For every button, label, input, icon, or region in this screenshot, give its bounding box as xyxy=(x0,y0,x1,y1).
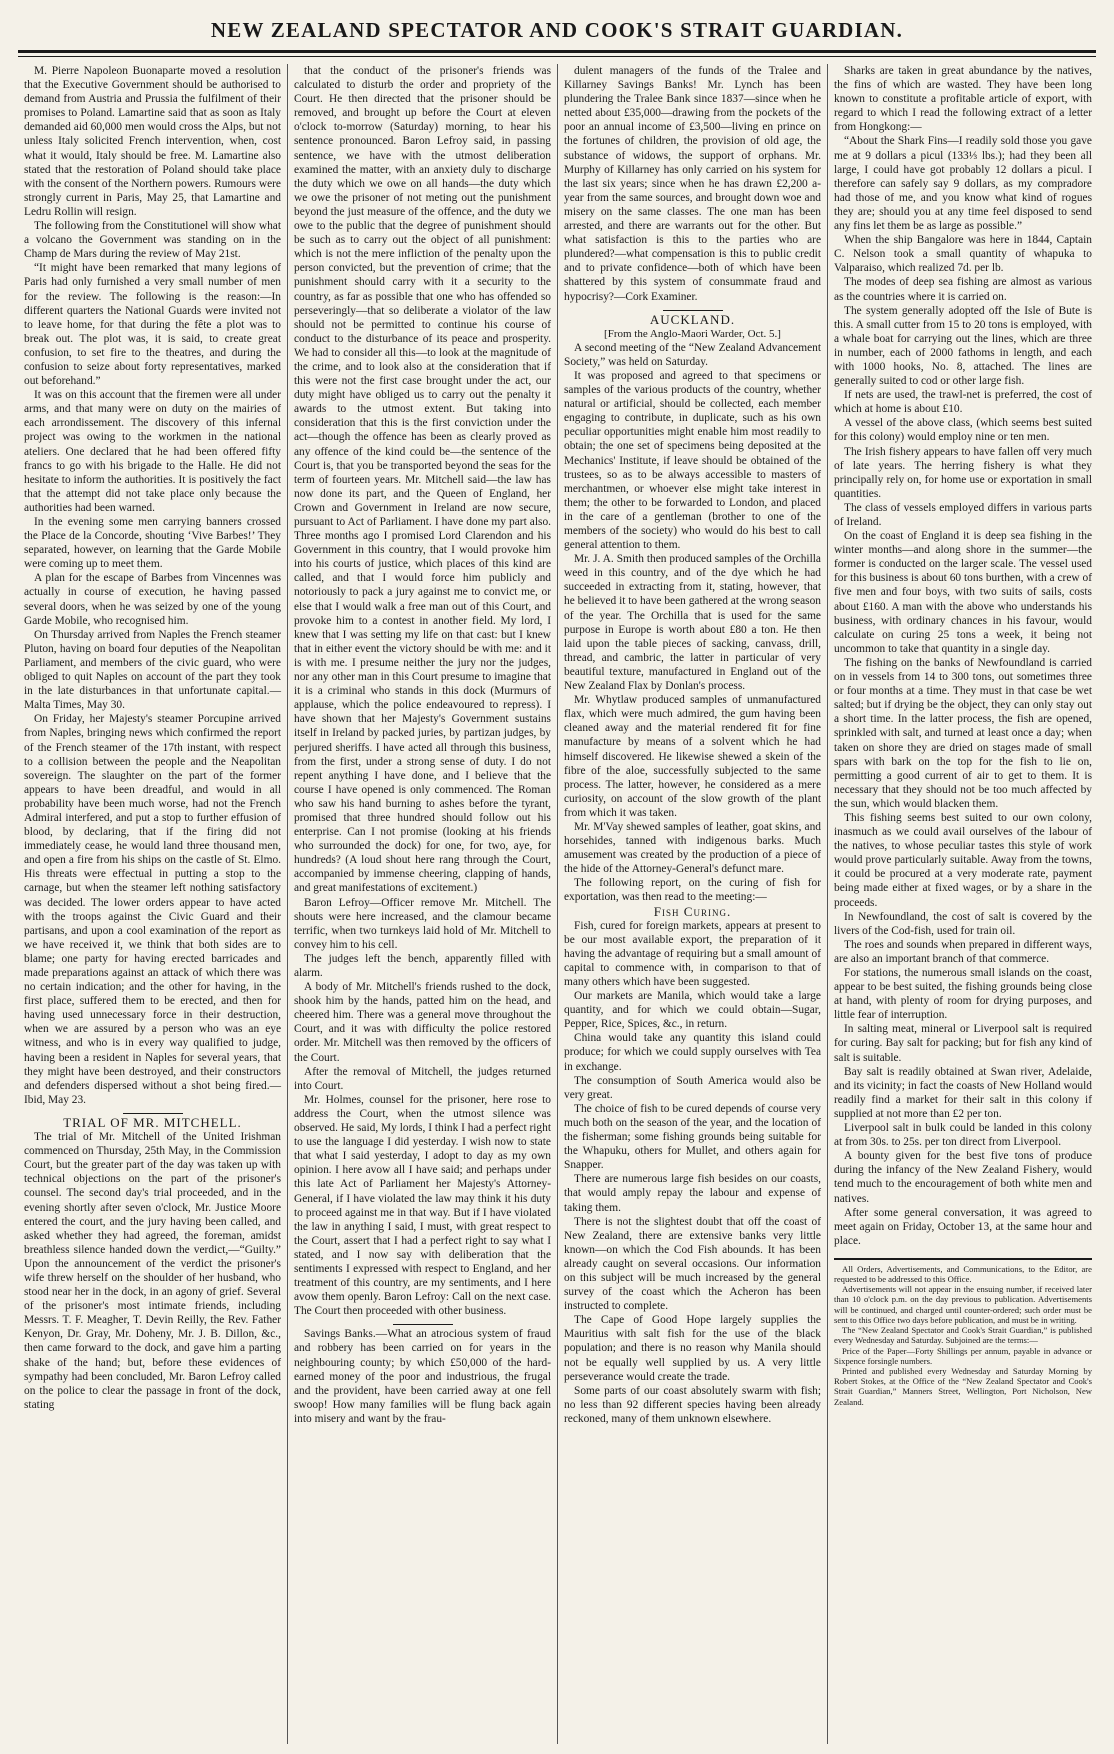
paragraph: The following from the Constitutionel will show what a volcano the Government was standing on in the Champ de Mars during the review of May 21st. xyxy=(24,220,281,261)
paragraph: Our markets are Manila, which would take a large quantity, and for which we could obtain—Sugar, Pepper, Rice, Spices, &c., in return. xyxy=(564,990,821,1031)
paragraph: Mr. M'Vay shewed samples of leather, goat skins, and horsehides, tanned with indigenous barks. Much amusement was created by the production of a piece of the hide of the Attorney-General's defunct mare. xyxy=(564,820,821,876)
section-heading-auckland: AUCKLAND. xyxy=(649,311,736,327)
paragraph: Liverpool salt in bulk could be landed in this colony at from 30s. to 25s. per ton direct from Liverpool. xyxy=(834,1122,1092,1149)
paragraph: For stations, the numerous small islands on the coast, appear to be best suited, the fishing grounds being close at hand, with plenty of room for drying purposes, and little fear of interruption. xyxy=(834,967,1092,1022)
paragraph: A bounty given for the best five tons of produce during the infancy of the New Zealand Fishery, would tend much to the encouragement of both white men and natives. xyxy=(834,1150,1092,1205)
masthead-rule-thick xyxy=(18,50,1096,53)
paragraph: This fishing seems best suited to our own colony, inasmuch as we could avail ourselves of the labour of the natives, to whose peculiar tastes this style of work would prove particularly suitable. Away from the towns, it could be procured at a very moderate rate, payment being made either at fixed wages, or by a share in the proceeds. xyxy=(834,811,1092,909)
paragraph: On Friday, her Majesty's steamer Porcupine arrived from Naples, bringing news which confirmed the report of the French steamer of the 17th instant, with respect to a collision between the people and the Neapolitan sovereign. The slaughter on the part of the former appears to have been dreadful, and would in all probability have been much worse, had not the French Admiral interfered, and put a stop to further effusion of blood, by declaring, that if the firing did not immediately cease, he would land three thousand men, and open a fire from his ships on the castle of St. Elmo. His threats were effectual in putting a stop to the carnage, but when the steamer left nothing satisfactory was decided. The lower orders appear to have acted with the troops against the Civic Guard and their partisans, and upon a cool examination of the report as we have received it, we think that both sides are to blame; one party for having erected barricades and made preparations against an attack of which there was no certain indication; and the other for having, in the first place, suffered them to be erected, and then for having used unnecessary force in their destruction, when we are assured by a person who was an eye witness, and who is in every way qualified to judge, having been a resident in Naples for several years, that they might have been destroyed, and their constructors and defenders dispersed without a shot being fired.—Ibid, May 23. xyxy=(24,713,281,1106)
paragraph: The trial of Mr. Mitchell of the United Irishman commenced on Thursday, 25th May, in the Commission Court, but the greater part of the day was taken up with technical objections on the part of the prisoner's counsel. The second day's trial proceeded, and in the evening shortly after seven o'clock, Mr. Justice Moore entered the court, and the jury having been called, and asked whether they had agreed, the foreman, amidst breathless silence handed down the verdict,—“Guilty.” Upon the announcement of the verdict the prisoner's wife threw herself on the shoulder of her husband, who stood near her in the dock, in an agony of grief. Several of the prisoner's most intimate friends, including Messrs. T. F. Meagher, T. Devin Reilly, the Rev. Father Kenyon, Dr. Gray, Mr. Doheny, Mr. J. B. Dillon, &c., then came forward to the dock, and gave him a parting shake of the hand; but, before these evidences of sympathy had been concluded, Mr. Baron Lefroy called on the police to clear the passage in front of the dock, stating xyxy=(24,1131,281,1411)
paragraph: Some parts of our coast absolutely swarm with fish; no less than 92 different species having been already reckoned, many of them unknown elsewhere. xyxy=(564,1384,821,1425)
masthead: NEW ZEALAND SPECTATOR AND COOK'S STRAIT GUARDIAN. xyxy=(210,18,904,42)
paragraph: The fishing on the banks of Newfoundland is carried on in vessels from 14 to 300 tons, out sometimes three or four months at a time. They must in that case be wet salted; but if drying be the object, they can only stay out a short time. In the latter process, the fish are opened, sprinkled with salt, and turned at least once a day; when taken on shore they are dried on stages made of small spars with bark on the top for the fish to lie on, permitting a good current of air to get to them. It is necessary that they should not be too much affected by the sun, which would blacken them. xyxy=(834,656,1092,810)
paragraph: After the removal of Mitchell, the judges returned into Court. xyxy=(294,1065,551,1092)
paragraph: On the coast of England it is deep sea fishing in the winter months—and along shore in the summer—the former is conducted on the larger scale. The vessel used for this business is about 60 tons burthen, with a crew of five men and four boys, with two suits of sails, costs about £160. A man with the above who understands his business, with ordinary chances in his favour, would calculate on curing 25 tons a week, it being not uncommon to take that quantity in a single day. xyxy=(834,530,1092,655)
imprint-line: All Orders, Advertisements, and Communications, to the Editor, are requested to be addressed to this Office. xyxy=(834,1263,1092,1285)
subheading-fish-curing: Fish Curing. xyxy=(653,903,732,919)
paragraph: that the conduct of the prisoner's friends was calculated to disturb the order and propriety of the Court. He then directed that the prisoner should be removed, and brought up before the Court at eleven o'clock to-morrow (Saturday) morning, to hear his sentence pronounced. Baron Lefroy said, in passing sentence, we have with the utmost deliberation examined the matter, with an anxiety duly to discharge the duty which we owe on all hands—the duty which we owe the prisoner of not meting out the punishment beyond the just measure of the offence, and the duty we owe to the public that the degree of punishment should be such as to carry out the object of all punishment: which is not the mere infliction of the penalty upon the person convicted, but the prevention of crime; that the punishment should carry with it a security to the country, as far as possible that one who has offended so perseveringly—that so deliberate a violator of the law should not be permitted to continue his course of conduct to the disturbance of its peace and prosperity. We had to consider all this—to look at the magnitude of the crime, and to look also at the consideration that if this were not the first case brought under the act, our duty might have obliged us to carry out the penalty it awards to the utmost extent. But taking into consideration that this is the first conviction under the act—though the offence has been as clearly proved as any offence of the kind could be—the sentence of the Court is, that you be transported beyond the seas for the term of fourteen years. Mr. Mitchell said—the law has now done its part, and the Queen of England, her Crown and Government in Ireland are now secure, pursuant to Act of Parliament. I have done my part also. Three months ago I promised Lord Clarendon and his Government in this country, that I would provoke him into his courts of justice, which places of this kind are called, and that I would force him publicly and notoriously to pack a jury against me to convict me, or else that I would walk a free man out of this Court, and provoke him to a contest in another field. My lord, I knew that I was setting my life on that cast: but I knew that in either event the victory should be with me: and it is with me. I presume neither the jury nor the judges, nor any other man in this Court presume to imagine that it is a criminal who stands in this dock (Murmurs of applause, which the police endeavoured to repress). I have shown that her Majesty's Government sustains itself in Ireland by packed juries, by partizan judges, by perjured sheriffs. I have acted all through this business, from the first, under a strong sense of duty. I do not repent anything I have done, and I believe that the course I have opened is only commenced. The Roman who saw his hand burning to ashes before the tyrant, promised that three hundred should follow out his enterprise. Can I not promise (looking at his friends who surrounded the dock) for one, for two, aye, for hundreds? (A loud shout here rang through the Court, accompanied by immense cheering, clapping of hands, and great manifestations of excitement.) xyxy=(294,65,551,895)
paragraph: On Thursday arrived from Naples the French steamer Pluton, having on board four deputies of the Neapolitan Parliament, and members of the civic guard, who were obliged to quit Naples on account of the part they took in the late disturbances in that unfortunate capital.—Malta Times, May 30. xyxy=(24,628,281,712)
imprint-line: Price of the Paper—Forty Shillings per annum, payable in advance or Sixpence forsingle numbers. xyxy=(834,1345,1092,1366)
section-rule xyxy=(663,310,723,311)
paragraph: The judges left the bench, apparently filled with alarm. xyxy=(294,952,551,979)
paragraph: Sharks are taken in great abundance by the natives, the fins of which are wasted. They have been long known to constitute a profitable article of export, with regard to which I read the following extract of a letter from Hongkong:— xyxy=(834,65,1092,134)
paragraph: Mr. J. A. Smith then produced samples of the Orchilla weed in this country, and of the dye which he had succeeded in extracting from it, stating, however, that he believed it to have been gathered at the wrong season of the year. The Orchilla that is used for the same purpose in Europe is worth about £80 a ton. He then laid upon the table pieces of sacking, canvass, drill, thread, and cambric, the latter in particular of very beautiful texture, manufactured in England out of the New Zealand Flax by Donlan's process. xyxy=(564,553,821,693)
paragraph: A body of Mr. Mitchell's friends rushed to the dock, shook him by the hands, patted him on the head, and cheered him. There was a general move throughout the Court, and it was with difficulty the police restored order. Mr. Mitchell was then removed by the officers of the Court. xyxy=(294,981,551,1064)
paragraph: A vessel of the above class, (which seems best suited for this colony) would employ nine or ten men. xyxy=(834,417,1092,444)
column-4 xyxy=(828,64,1098,1744)
paragraph: There is not the slightest doubt that off the coast of New Zealand, there are extensive banks very little known—on which the Cod Fish abounds. It has been already caught on several occasions. Our information on this subject will be much increased by the general survey of the coast which the Acheron has been instructed to complete. xyxy=(564,1215,821,1313)
paragraph: The modes of deep sea fishing are almost as various as the countries where it is carried on. xyxy=(834,276,1092,303)
newspaper-columns xyxy=(18,64,1100,1744)
section-heading-trial: TRIAL OF MR. MITCHELL. xyxy=(63,1114,242,1130)
paragraph: Mr. Holmes, counsel for the prisoner, here rose to address the Court, when the utmost silence was observed. He said, My lords, I think I had a perfect right to use the language I did yesterday. I wish now to state that what I said yesterday, I adopt to day as my own opinion. I here avow all I have said; and perhaps under this late Act of Parliament her Majesty's Attorney-General, if I have violated the law may think it his duty to proceed against me in that way. But if I have violated the law in anything I said, I must, with great respect to the Court, assert that I had a perfect right to say what I stated, and I now say with deliberation that the sentiments I expressed with respect to England, and her treatment of this country, are my sentiments, and I here avow them openly. Baron Lefroy: Call on the next case. The Court then proceeded with other business. xyxy=(294,1093,551,1318)
paragraph: dulent managers of the funds of the Tralee and Killarney Savings Banks! Mr. Lynch has been plundering the Tralee Bank since 1837—since when he netted about £35,000—drawing from the pockets of the poor an annual income of £3,500—living en prince on the fortunes of children, the provision of old age, the substance of widows, the support of orphans. Mr. Murphy of Killarney has only carried on his system for the last six years; since when he has drawn £2,200 a-year from the same sources, and brought down woe and misery on the same classes. The one man has been arrested, and there are warrants out for the other. But what satisfaction is this to the parties who are plundered?—what compensation is this to public credit and to private confidence—both of which have been shattered by this system of consummate fraud and hypocrisy?—Cork Examiner. xyxy=(564,65,821,303)
paragraph: The class of vessels employed differs in various parts of Ireland. xyxy=(834,501,1092,528)
paragraph: The Irish fishery appears to have fallen off very much of late years. The herring fishery is what they principally rely on, for home use or exportation in small quantities. xyxy=(834,445,1092,500)
column-2 xyxy=(288,64,558,1744)
paragraph: The system generally adopted off the Isle of Bute is this. A small cutter from 15 to 20 tons is employed, with a whale boat for carrying out the lines, which are three in number, each of 2000 fathoms in length, and each with 1000 hooks, No. 8, attached. The lines are generally suited to cod or other large fish. xyxy=(834,304,1092,388)
paragraph: If nets are used, the trawl-net is preferred, the cost of which at home is about £10. xyxy=(834,389,1092,416)
paragraph: M. Pierre Napoleon Buonaparte moved a resolution that the Executive Government should be authorised to demand from Austria and Prussia the fulfilment of their promises to Poland. Lamartine said that as soon as Italy demanded aid 60,000 men would cross the Alps, but not unless Italy solicited French intervention, when, cost what it would, Italy should be free. M. Lamartine also stated that the restoration of Poland should take place with the consent of the Northern powers. Rumours were strongly current in Paris, May 25, that Lamartine and Ledru Rollin will resign. xyxy=(24,65,281,218)
paragraph: Fish, cured for foreign markets, appears at present to be our most available export, the preparation of it having the advantage of requiring but a small amount of capital to commence with, in comparison to that of many others which have been suggested. xyxy=(564,919,821,988)
paragraph: After some general conversation, it was agreed to meet again on Friday, October 13, at the same hour and place. xyxy=(834,1206,1092,1247)
imprint-line: Advertisements will not appear in the ensuing number, if received later than 10 o'clock p.m. on the day previous to publication. Advertisements will be continued, and charged until counter-ordered; such order must be sent to this Office two days before publication, and must be in writing. xyxy=(834,1284,1092,1325)
publisher-imprint xyxy=(834,1258,1092,1407)
imprint-line: Printed and published every Wednesday and Saturday Morning by Robert Stokes, at the Office of the “New Zealand Spectator and Cook's Strait Guardian,” Manners Street, Wellington, Port Nicholson, New Zealand. xyxy=(834,1365,1092,1407)
section-rule xyxy=(393,1324,453,1325)
imprint-line: The “New Zealand Spectator and Cook's Strait Guardian,” is published every Wednesday and Saturday. Subjoined are the terms:— xyxy=(834,1325,1092,1346)
paragraph: The consumption of South America would also be very great. xyxy=(564,1074,821,1101)
paragraph: Baron Lefroy—Officer remove Mr. Mitchell. The shouts were here increased, and the clamour became terrific, when two turnkeys laid hold of Mr. Mitchell to convey him to his cell. xyxy=(294,896,551,951)
paragraph: The roes and sounds when prepared in different ways, are also an important branch of that commerce. xyxy=(834,938,1092,965)
section-rule xyxy=(123,1113,183,1114)
paragraph: “It might have been remarked that many legions of Paris had only furnished a very small number of men for the review. The following is the reason:—In different quarters the National Guards were invited not to leave home, for that during the fête a plot was to break out. The plot was, it is said, to create great confusion, to set fire to the theatres, and during the confusion to seize about forty representatives, marked out beforehand.” xyxy=(24,262,281,388)
paragraph: The choice of fish to be cured depends of course very much both on the season of the year, and the location of the fisherman; some fishing grounds being suitable for the Whapuku, others for Mullet, and others again for Snapper. xyxy=(564,1102,821,1172)
paragraph: The Cape of Good Hope largely supplies the Mauritius with salt fish for the use of the black population; and there is no reason why Manila should not be equally well supplied by us. A very little perseverance would create the trade. xyxy=(564,1314,821,1383)
column-3 xyxy=(558,64,828,1744)
paragraph: When the ship Bangalore was here in 1844, Captain C. Nelson took a small quantity of whapuka to Valparaiso, which realized 7d. per lb. xyxy=(834,234,1092,275)
paragraph: It was proposed and agreed to that specimens or samples of the various products of the country, whether natural or artificial, should be collected, each member engaging to contribute, in duplicate, such as his own peculiar opportunities might enable him most readily to obtain; the one set of specimens being deposited at the Mechanics' Institute, if leave should be obtained of the trustees, so as to be always accessible to masters of merchantmen, or whoever else might take interest in them; the other to be forwarded to London, and placed in the care of a gentleman (brother to one of the members of the society) who would do his best to call general attention to them. xyxy=(564,369,821,552)
column-1 xyxy=(18,64,288,1744)
masthead-rule-thin xyxy=(18,56,1096,57)
paragraph: China would take any quantity this island could produce; for which we could supply ourselves with Tea in exchange. xyxy=(564,1032,821,1073)
paragraph: Bay salt is readily obtained at Swan river, Adelaide, and its vicinity; in fact the coasts of New Holland would readily find a market for their salt in this colony if supplied at not more than £2 per ton. xyxy=(834,1065,1092,1120)
paragraph: Mr. Whytlaw produced samples of unmanufactured flax, which were much admired, the gum having been cleaned away and the material rendered fit for fine manufacture by means of a solvent which he had himself discovered. He likewise shewed a skein of the fibre of the aloe, successfully subjected to the same process. The latter, however, he considered as a mere curiosity, on account of the slow growth of the plant from which it was taken. xyxy=(564,694,821,819)
paragraph: In the evening some men carrying banners crossed the Place de la Concorde, shouting ‘Vive Barbes!’ They separated, however, on learning that the Garde Mobile were coming up to meet them. xyxy=(24,516,281,571)
paragraph: “About the Shark Fins—I readily sold those you gave me at 9 dollars a picul (133⅓ lbs.); had they been all large, I could have got probably 12 dollars a picul. I therefore can safely say 9 dollars, as my compradore had those of me, and you know what kind of rogues they are; should you at any time feel disposed to send any fins let them be as large as possible.” xyxy=(834,135,1092,233)
paragraph: In Newfoundland, the cost of salt is covered by the livers of the Cod-fish, used for train oil. xyxy=(834,910,1092,937)
paragraph: The following report, on the curing of fish for exportation, was then read to the meeting:— xyxy=(564,877,821,904)
paragraph: It was on this account that the firemen were all under arms, and that many were on duty on the mairies of each arrondissement. The discovery of this infernal project was owing to the workmen in the national ateliers. One declared that he had been offered fifty francs to go with his brigade to the Halle. He did not hesitate to inform the authorities. It is positively the fact that the attempt did not take place only because the authorities had been warned. xyxy=(24,389,281,514)
paragraph-savings-banks: Savings Banks.—What an atrocious system of fraud and robbery has been carried on for years in the neighbouring county; by which £50,000 of the hard-earned money of the poor and industrious, the frugal and the provident, have been carried away at one fell swoop! How many families will be flung back again into misery and want by the frau- xyxy=(294,1328,551,1425)
paragraph: A plan for the escape of Barbes from Vincennes was actually in course of execution, he having passed several doors, when he was seized by one of the young Garde Mobile, who recognised him. xyxy=(24,572,281,627)
source-note: [From the Anglo-Maori Warder, Oct. 5.] xyxy=(604,327,781,340)
paragraph: In salting meat, mineral or Liverpool salt is required for curing. Bay salt for packing; but for fish any kind of salt is suitable. xyxy=(834,1023,1092,1064)
paragraph: There are numerous large fish besides on our coasts, that would amply repay the labour and expense of taking them. xyxy=(564,1173,821,1214)
paragraph: A second meeting of the “New Zealand Advancement Society,” was held on Saturday. xyxy=(564,341,821,368)
